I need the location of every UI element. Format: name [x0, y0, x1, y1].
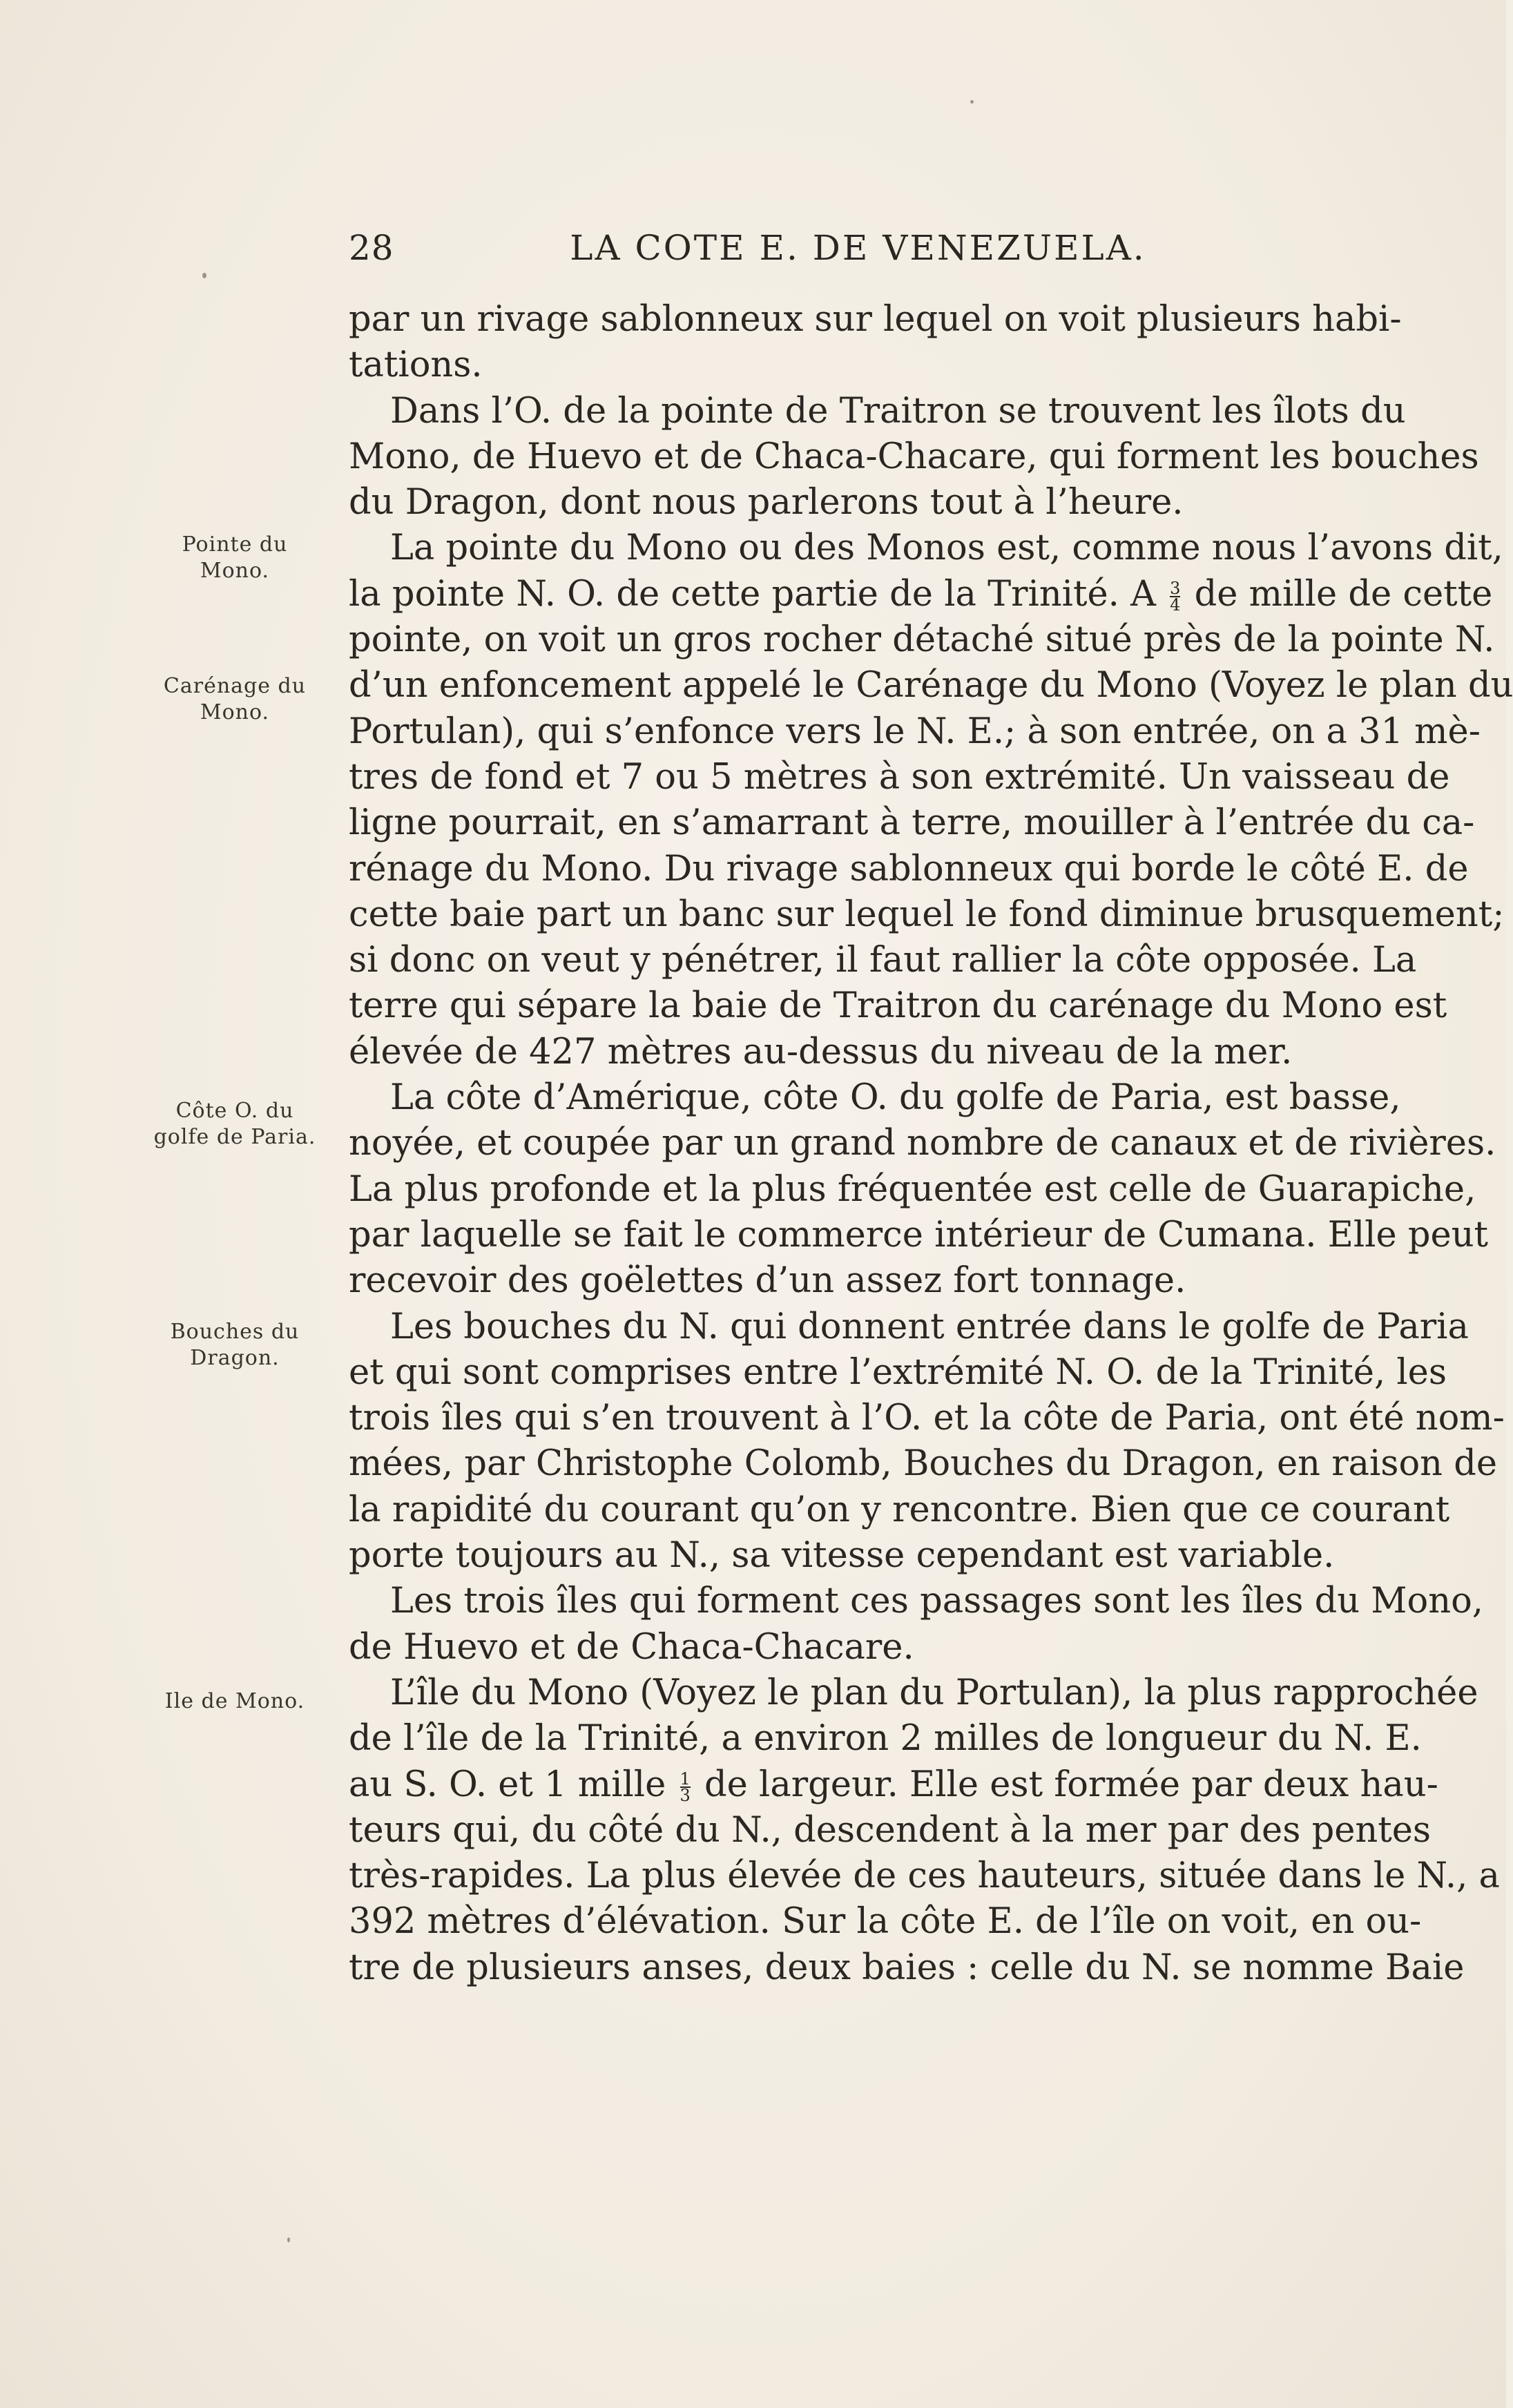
- text-line-with-fraction: [349, 572, 1493, 617]
- sidenote-cote-ouest-golfe-de-paria: Côte O. du golfe de Paria.: [153, 1099, 316, 1149]
- body-text: [349, 297, 1513, 1991]
- sidenote-ile-de-mono: Ile de Mono.: [164, 1689, 305, 1713]
- text-line: par un rivage sablonneux sur lequel on voit plusieurs habi-: [349, 299, 1402, 340]
- text-line: mées, par Christophe Colomb, Bouches du Dragon, en raison de: [349, 1443, 1498, 1485]
- sidenote-carenage-du-mono: Carénage du Mono.: [163, 674, 307, 724]
- text-segment: de mille de cette: [1194, 573, 1493, 615]
- text-line: 392 mètres d’élévation. Sur la côte E. de l’île on voit, en ou-: [349, 1901, 1422, 1943]
- running-title: LA COTE E. DE VENEZUELA.: [570, 228, 1146, 268]
- text-line: tres de fond et 7 ou 5 mètres à son extrémité. Un vaisseau de: [349, 756, 1450, 798]
- sidenote-pointe-du-mono: Pointe du Mono.: [182, 532, 288, 583]
- fraction-numerator: 3: [1170, 578, 1181, 598]
- text-line: La plus profonde et la plus fréquentée est celle de Guarapiche,: [349, 1168, 1476, 1210]
- text-line: la rapidité du courant qu’on y rencontre. Bien que ce courant: [349, 1489, 1450, 1530]
- text-segment: de largeur. Elle est formée par deux hau-: [704, 1764, 1438, 1805]
- text-line: Dans l’O. de la pointe de Traitron se trouvent les îlots du: [390, 390, 1406, 432]
- text-line: et qui sont comprises entre l’extrémité N. O. de la Trinité, les: [349, 1351, 1447, 1393]
- text-line: cette baie part un banc sur lequel le fond diminue brusquement;: [349, 894, 1505, 935]
- text-line: porte toujours au N., sa vitesse cependant est variable.: [349, 1535, 1335, 1577]
- paper-speck: [970, 100, 974, 104]
- text-line: La côte d’Amérique, côte O. du golfe de Paria, est basse,: [390, 1077, 1401, 1119]
- text-line: si donc on veut y pénétrer, il faut rallier la côte opposée. La: [349, 940, 1417, 981]
- text-line: terre qui sépare la baie de Traitron du carénage du Mono est: [349, 985, 1447, 1027]
- paper-speck: [287, 2237, 290, 2242]
- text-line: Les bouches du N. qui donnent entrée dans le golfe de Paria: [390, 1306, 1469, 1347]
- fraction-denominator: 4: [1170, 595, 1181, 615]
- text-line: élevée de 427 mètres au-dessus du niveau de la mer.: [349, 1031, 1293, 1072]
- text-line: Mono, de Huevo et de Chaca-Chacare, qui forment les bouches: [349, 436, 1479, 477]
- fraction-numerator: 1: [680, 1769, 691, 1789]
- page-number: 28: [349, 228, 394, 268]
- text-line: trois îles qui s’en trouvent à l’O. et la côte de Paria, ont été nom-: [349, 1398, 1505, 1439]
- text-segment: au S. O. et 1 mille: [349, 1764, 666, 1805]
- text-line: recevoir des goëlettes d’un assez fort tonnage.: [349, 1260, 1186, 1302]
- text-line: très-rapides. La plus élevée de ces hauteurs, située dans le N., a: [349, 1856, 1500, 1897]
- fraction-denominator: 3: [680, 1785, 691, 1805]
- sidenote-bouches-du-dragon: Bouches du Dragon.: [170, 1320, 300, 1370]
- text-line: La pointe du Mono ou des Monos est, comme nous l’avons dit,: [390, 528, 1503, 569]
- text-line: par laquelle se fait le commerce intérieur de Cumana. Elle peut: [349, 1214, 1489, 1255]
- text-line: pointe, on voit un gros rocher détaché situé près de la pointe N.: [349, 619, 1495, 661]
- text-line: tre de plusieurs anses, deux baies : celle du N. se nomme Baie: [349, 1947, 1465, 1988]
- text-line: de l’île de la Trinité, a environ 2 milles de longueur du N. E.: [349, 1718, 1422, 1760]
- text-line: tations.: [349, 345, 483, 386]
- text-line: rénage du Mono. Du rivage sablonneux qui borde le côté E. de: [349, 848, 1469, 889]
- text-line: L’île du Mono (Voyez le plan du Portulan), la plus rapprochée: [390, 1672, 1478, 1713]
- text-line: teurs qui, du côté du N., descendent à la mer par des pentes: [349, 1809, 1432, 1851]
- text-line: Portulan), qui s’enfonce vers le N. E.; à son entrée, on a 31 mè-: [349, 711, 1481, 752]
- text-line-with-fraction: [349, 1762, 1438, 1808]
- fraction-three-quarters: [1170, 578, 1181, 615]
- page-header: [349, 228, 1367, 269]
- text-line: Les trois îles qui forment ces passages sont les îles du Mono,: [390, 1581, 1483, 1622]
- fraction-one-third: [680, 1771, 691, 1803]
- text-line: du Dragon, dont nous parlerons tout à l’heure.: [349, 482, 1184, 523]
- paper-speck: [202, 273, 206, 278]
- text-line: ligne pourrait, en s’amarrant à terre, mouiller à l’entrée du ca-: [349, 802, 1475, 844]
- text-line: d’un enfoncement appelé le Carénage du Mono (Voyez le plan du: [349, 665, 1513, 706]
- text-line: de Huevo et de Chaca-Chacare.: [349, 1626, 914, 1668]
- text-segment: la pointe N. O. de cette partie de la Trinité. A: [349, 573, 1156, 615]
- text-line: noyée, et coupée par un grand nombre de canaux et de rivières.: [349, 1123, 1496, 1164]
